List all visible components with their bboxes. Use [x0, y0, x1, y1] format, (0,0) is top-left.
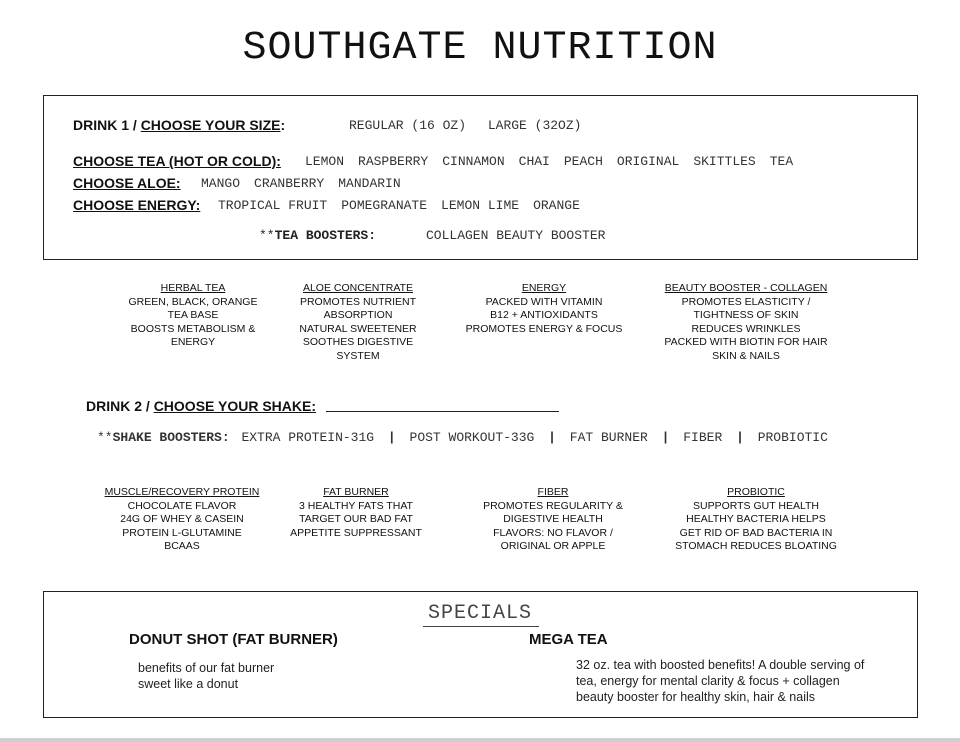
info-line: REDUCES WRINKLES [691, 322, 801, 335]
info-line: ENERGY [170, 336, 216, 348]
tea-option[interactable]: CINNAMON [442, 154, 505, 169]
aloe-option[interactable]: MANDARIN [338, 176, 401, 191]
tea-boosters-prefix: ** [259, 228, 275, 243]
shake-booster-option[interactable]: FAT BURNER [569, 430, 648, 445]
shake-booster-option[interactable]: FIBER [683, 430, 723, 445]
size-options [349, 118, 581, 133]
shake-booster-option[interactable]: PROBIOTIC [757, 430, 828, 445]
size-label: CHOOSE YOUR SIZE [140, 117, 281, 133]
info-fat-burner [283, 486, 429, 540]
info-line: PROMOTES NUTRIENT [299, 295, 417, 308]
energy-option[interactable]: POMEGRANATE [341, 198, 428, 213]
page-bottom-edge [0, 738, 960, 742]
info-line: GET RID OF BAD BACTERIA IN [679, 526, 833, 539]
tea-option[interactable]: LEMON [305, 154, 345, 169]
tea-option[interactable]: ORIGINAL [616, 154, 680, 169]
size-option-large[interactable]: LARGE (32OZ) [487, 118, 582, 133]
info-line: PROTEIN L-GLUTAMINE [122, 526, 242, 539]
shake-row [86, 398, 316, 416]
separator: | [548, 430, 556, 445]
info-line: SYSTEM [336, 349, 380, 362]
info-line: SKIN & NAILS [712, 349, 780, 362]
special-mega-name: MEGA TEA [529, 631, 608, 648]
tea-label: CHOOSE TEA (HOT OR COLD): [73, 153, 281, 169]
info-line: ABSORPTION [323, 309, 393, 321]
special-desc-line: beauty booster for healthy skin, hair & nails [576, 690, 816, 704]
special-desc-line: benefits of our fat burner [138, 661, 275, 675]
info-heading: BEAUTY BOOSTER - COLLAGEN [664, 282, 828, 294]
info-line: PROMOTES REGULARITY & [483, 499, 623, 512]
tea-option[interactable]: PEACH [563, 154, 603, 169]
drink1-prefix: DRINK 1 / [73, 117, 141, 133]
info-heading: HERBAL TEA [160, 282, 226, 294]
info-line: ORIGINAL OR APPLE [500, 540, 606, 552]
info-line: SUPPORTS GUT HEALTH [692, 499, 820, 512]
info-line: SOOTHES DIGESTIVE [302, 336, 414, 348]
shake-boosters-label: SHAKE BOOSTERS: [112, 430, 230, 445]
info-fiber [472, 486, 634, 554]
aloe-options [201, 176, 415, 191]
info-line: TEA BASE [167, 309, 219, 321]
info-herbal-tea [118, 282, 268, 350]
shake-booster-option[interactable]: POST WORKOUT-33G [409, 430, 535, 445]
separator: | [736, 430, 744, 445]
info-heading: PROBIOTIC [727, 486, 785, 498]
info-energy [459, 282, 629, 336]
info-heading: ENERGY [521, 282, 567, 294]
info-line: FLAVORS: NO FLAVOR / [493, 526, 613, 539]
separator: | [661, 430, 670, 445]
info-heading: MUSCLE/RECOVERY PROTEIN [104, 486, 260, 498]
info-line: HEALTHY BACTERIA HELPS [686, 513, 826, 525]
aloe-option[interactable]: CRANBERRY [254, 176, 325, 191]
info-protein [98, 486, 266, 554]
shake-boosters-row [97, 430, 828, 445]
info-heading: FAT BURNER [323, 486, 389, 498]
tea-option[interactable]: SKITTLES [693, 154, 756, 169]
aloe-label: CHOOSE ALOE: [73, 175, 181, 191]
info-line: PROMOTES ENERGY & FOCUS [465, 322, 623, 335]
tea-option[interactable]: TEA [769, 154, 794, 169]
special-donut-name: DONUT SHOT (FAT BURNER) [129, 631, 338, 648]
info-line: CHOCOLATE FLAVOR [127, 499, 237, 512]
shake-choice-blank[interactable] [326, 411, 559, 412]
shake-boosters-prefix: ** [97, 430, 113, 445]
info-line: TIGHTNESS OF SKIN [693, 309, 799, 321]
tea-option[interactable]: RASPBERRY [358, 154, 429, 169]
energy-options [218, 198, 594, 213]
specials-title-rule [423, 626, 539, 627]
info-line: APPETITE SUPPRESSANT [290, 526, 422, 539]
energy-option[interactable]: ORANGE [533, 198, 580, 213]
size-row [73, 117, 285, 135]
info-line: NATURAL SWEETENER [299, 322, 417, 335]
drink2-prefix: DRINK 2 / [86, 398, 154, 414]
info-line: GREEN, BLACK, ORANGE [128, 295, 258, 308]
energy-option[interactable]: LEMON LIME [441, 198, 520, 213]
special-desc-line: 32 oz. tea with boosted benefits! A double serving of [576, 658, 865, 672]
special-desc-line: tea, energy for mental clarity & focus + collagen [576, 674, 840, 688]
info-line: STOMACH REDUCES BLOATING [675, 540, 837, 552]
shake-booster-option[interactable]: EXTRA PROTEIN-31G [241, 430, 375, 445]
energy-option[interactable]: TROPICAL FRUIT [218, 198, 328, 213]
info-line: BCAAS [164, 540, 200, 552]
shake-label: CHOOSE YOUR SHAKE: [153, 398, 317, 414]
special-desc-line: sweet like a donut [138, 677, 239, 691]
specials-title: SPECIALS [427, 602, 532, 625]
info-line: 24G OF WHEY & CASEIN [120, 513, 244, 525]
info-line: 3 HEALTHY FATS THAT [299, 499, 413, 512]
tea-boosters-label: TEA BOOSTERS: [274, 228, 377, 243]
special-mega-desc [576, 657, 864, 705]
info-beauty-booster [651, 282, 841, 363]
separator: | [387, 430, 396, 445]
info-line: B12 + ANTIOXIDANTS [490, 309, 598, 321]
info-line: DIGESTIVE HEALTH [503, 513, 603, 525]
page-title: SOUTHGATE NUTRITION [242, 26, 718, 71]
info-line: PROMOTES ELASTICITY / [681, 295, 811, 308]
aloe-option[interactable]: MANGO [201, 176, 241, 191]
info-line: BOOSTS METABOLISM & [130, 322, 256, 335]
size-colon: : [280, 117, 286, 133]
info-probiotic [664, 486, 848, 554]
size-option-regular[interactable]: REGULAR (16 OZ) [349, 118, 467, 133]
info-heading: FIBER [537, 486, 569, 498]
special-donut-desc [138, 660, 274, 692]
tea-boosters-row [259, 228, 376, 243]
tea-options [305, 154, 807, 169]
info-line: PACKED WITH BIOTIN FOR HAIR [664, 336, 828, 348]
tea-option[interactable]: CHAI [518, 154, 550, 169]
info-aloe [283, 282, 433, 363]
info-heading: ALOE CONCENTRATE [302, 282, 414, 294]
energy-label: CHOOSE ENERGY: [73, 197, 201, 213]
info-line: PACKED WITH VITAMIN [485, 295, 603, 308]
tea-booster-option[interactable]: COLLAGEN BEAUTY BOOSTER [426, 228, 606, 243]
info-line: TARGET OUR BAD FAT [299, 513, 413, 525]
